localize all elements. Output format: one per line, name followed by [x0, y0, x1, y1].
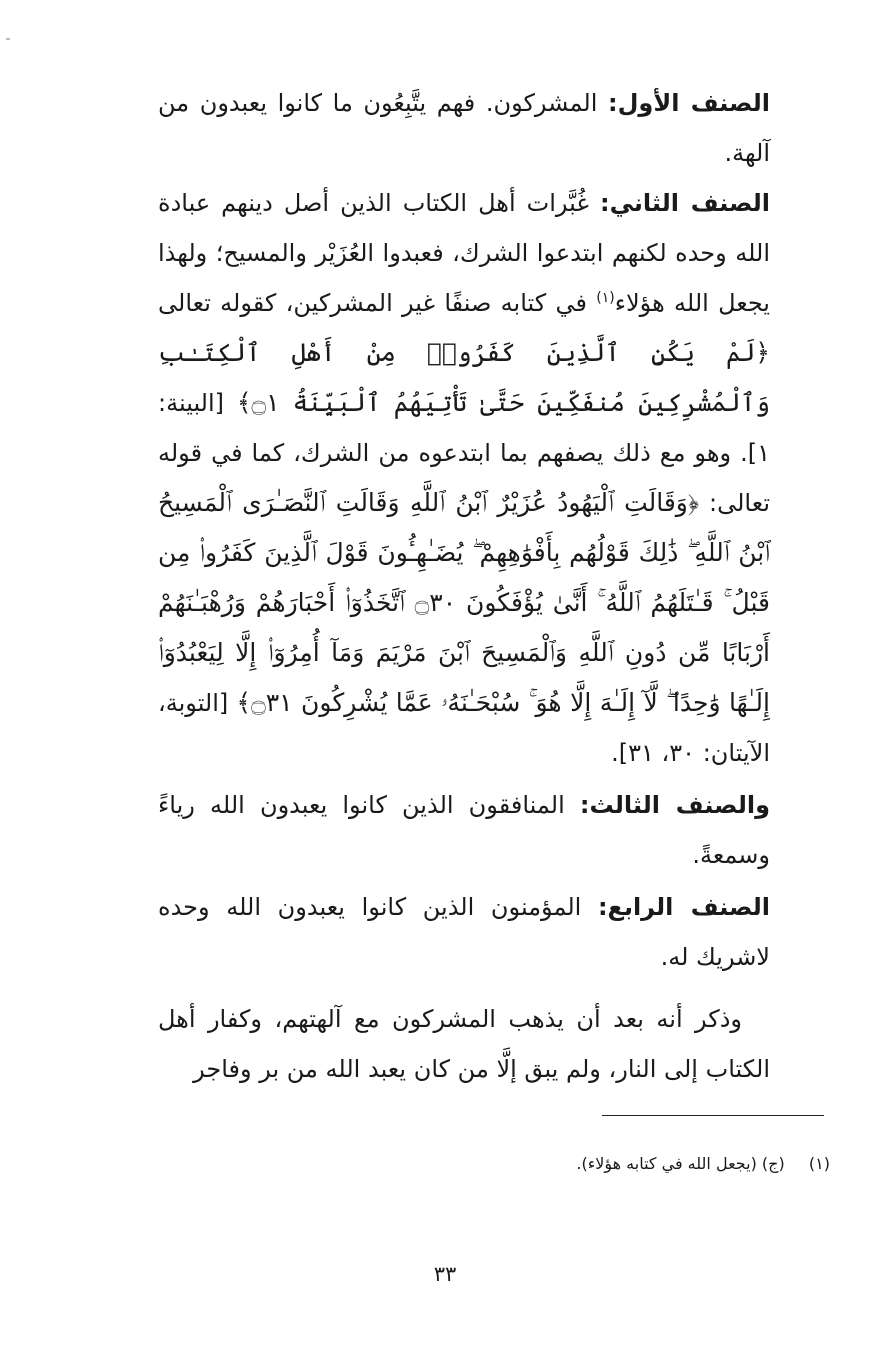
- footnote-number: (١): [808, 1154, 830, 1173]
- paragraph-fourth-category: [158, 882, 770, 982]
- footnote-text: (ج) (يجعل الله في كتابه هؤلاء).: [576, 1154, 785, 1173]
- paragraph-third-category: [158, 780, 770, 880]
- footnote-marker: (١): [596, 290, 615, 306]
- page-number: ٣٣: [433, 1262, 457, 1286]
- footnote: [300, 1150, 830, 1178]
- paragraph-body: المؤمنون الذين كانوا يعبدون الله وحده لاشريك له.: [158, 893, 770, 971]
- paragraph-body: وذكر أنه بعد أن يذهب المشركون مع آلهتهم، وكفار أهل الكتاب إلى النار، ولم يبق إلَّا من كان يعبد الله من بر وفاجر: [158, 1005, 770, 1083]
- paragraph-body: المنافقون الذين كانوا يعبدون الله رياءً وسمعةً.: [158, 791, 770, 869]
- paragraph-body: غُبَّرات أهل الكتاب الذين أصل دينهم عبادة الله وحده لكنهم ابتدعوا الشرك، فعبدوا العُزَيْر والمسيح؛ ولهذا يجعل الله هؤلاء: [158, 189, 770, 317]
- margin-mark: [6, 38, 10, 40]
- paragraph-body: . وهو مع ذلك يصفهم بما ابتدعوه من الشرك، كما في قوله تعالى:: [158, 439, 770, 517]
- paragraph-continuation: [158, 994, 770, 1094]
- paragraph-first-category: [158, 78, 770, 178]
- paragraph-lead: الصنف الأول:: [607, 89, 770, 117]
- verse-reference: [البينة: ١]: [158, 389, 770, 467]
- paragraph-body: في كتابه صنفًا غير المشركين، كقوله تعالى: [158, 289, 597, 317]
- quran-verse: ﴿لَمْ يَكُنِ ٱلَّذِينَ كَفَرُوا۟ مِنْ أَهْلِ ٱلْكِتَـٰبِ وَٱلْمُشْرِكِينَ مُنفَكِّينَ حَتَّىٰ تَأْتِيَهُمُ ٱلْبَيِّنَةُ ۝١﴾: [158, 338, 771, 417]
- paragraph-lead: الصنف الثاني:: [600, 189, 770, 217]
- paragraph-body: المشركون. فهم يتَّبِعُون ما كانوا يعبدون من آلهة.: [158, 89, 770, 167]
- footnote-separator: [602, 1115, 824, 1116]
- quran-verse: ﴿وَقَالَتِ ٱلْيَهُودُ عُزَيْرٌ ٱبْنُ ٱللَّهِ وَقَالَتِ ٱلنَّصَـٰرَى ٱلْمَسِيحُ ٱبْنُ ٱللَّهِ ۖ ذَٰلِكَ قَوْلُهُم بِأَفْوَٰهِهِمْ ۖ يُضَـٰهِـُٔونَ قَوْلَ ٱلَّذِينَ كَفَرُوا۟ مِن قَبْلُ ۚ قَـٰتَلَهُمُ ٱللَّهُ ۚ أَنَّىٰ يُؤْفَكُونَ ۝٣٠ ٱتَّخَذُوٓا۟ أَحْبَارَهُمْ وَرُهْبَـٰنَهُمْ أَرْبَابًا مِّن دُونِ ٱللَّهِ وَٱلْمَسِيحَ ٱبْنَ مَرْيَمَ وَمَآ أُمِرُوٓا۟ إِلَّا لِيَعْبُدُوٓا۟ إِلَـٰهًا وَٰحِدًا ۖ لَّآ إِلَـٰهَ إِلَّا هُوَ ۚ سُبْحَـٰنَهُۥ عَمَّا يُشْرِكُونَ ۝٣١﴾: [158, 488, 770, 717]
- paragraph-lead: والصنف الثالث:: [579, 791, 770, 819]
- verse-reference: [التوبة، الآيتان: ٣٠، ٣١].: [158, 689, 770, 767]
- paragraph-lead: الصنف الرابع:: [597, 893, 770, 921]
- paragraph-second-category: [158, 178, 770, 778]
